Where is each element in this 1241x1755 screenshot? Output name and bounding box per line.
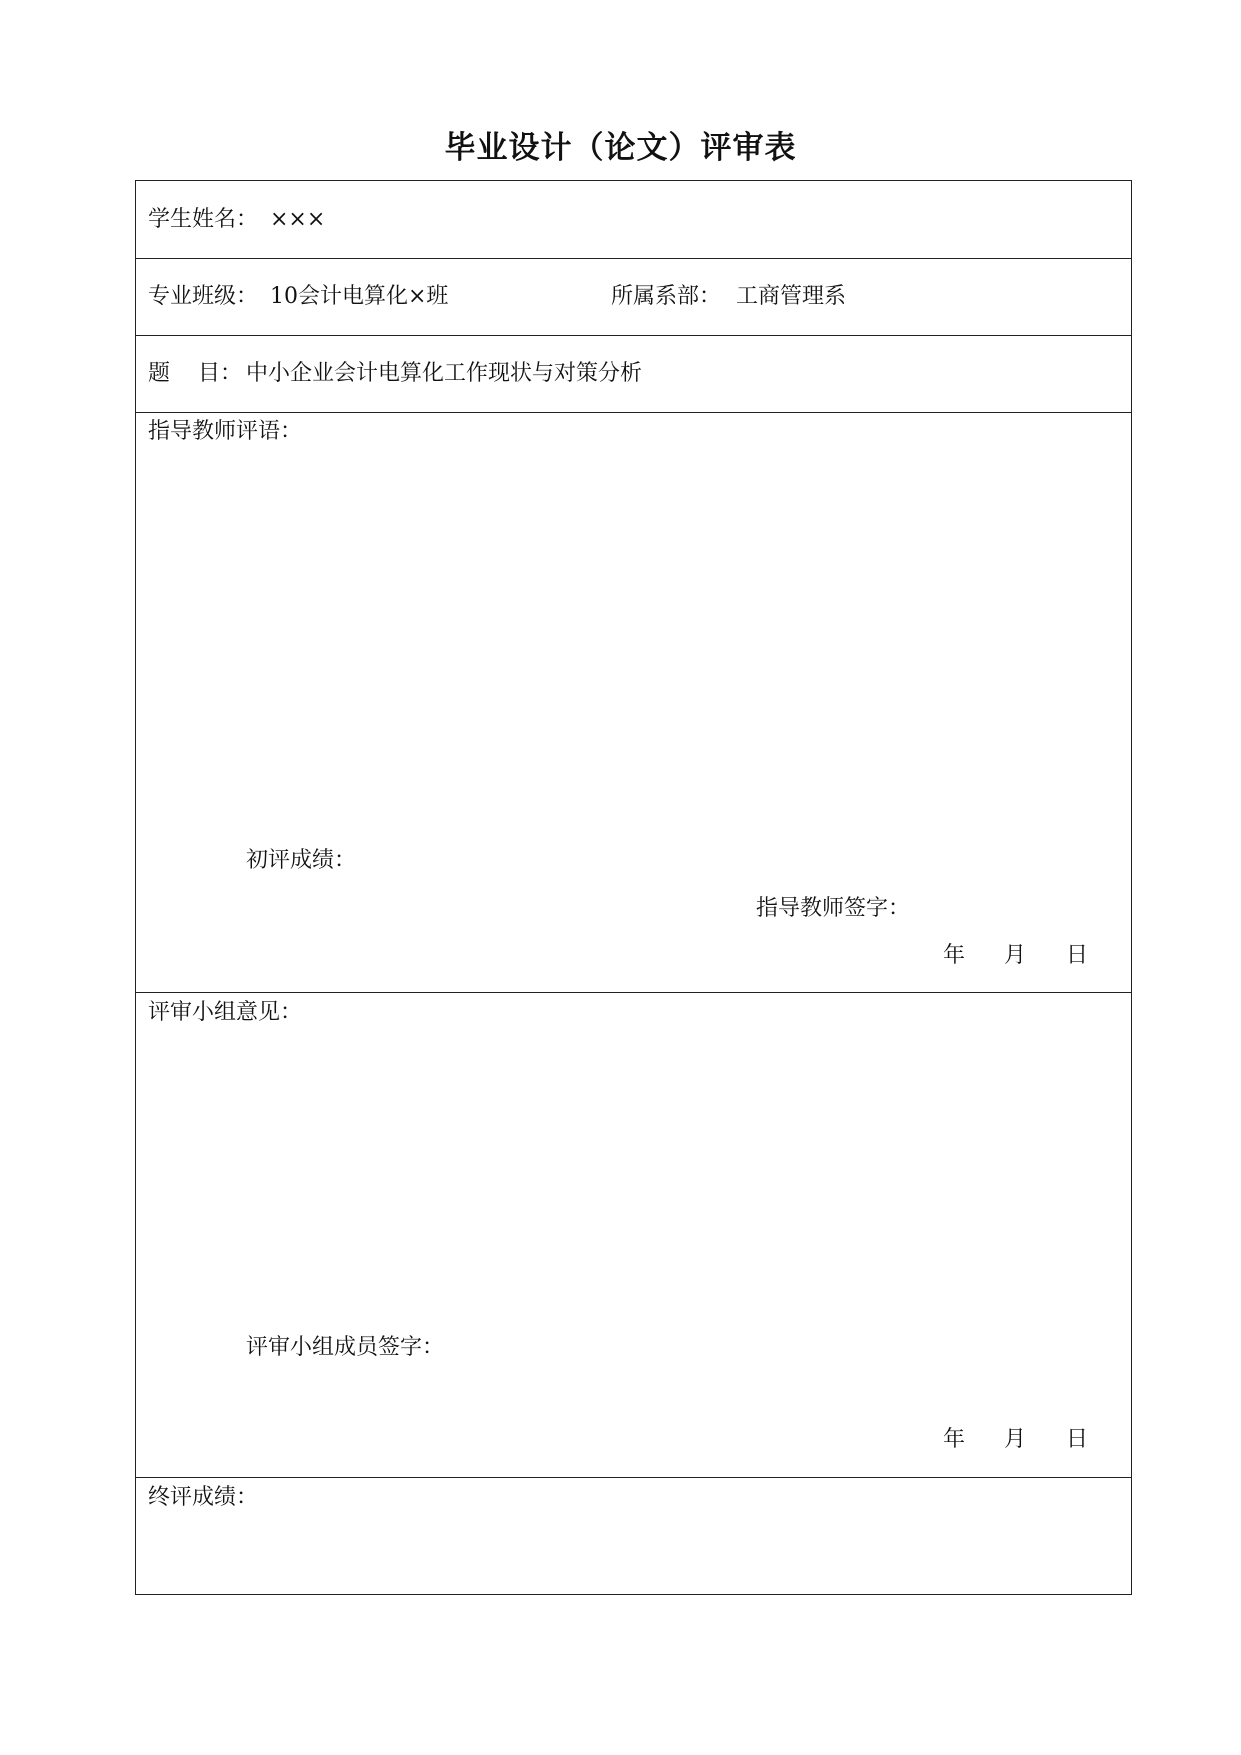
topic-label-char-1: 题 [148, 361, 171, 386]
topic-label [148, 359, 242, 389]
row-advisor-comments [136, 413, 1131, 993]
row-topic [136, 336, 1131, 413]
advisor-date-year: 年 [943, 943, 966, 968]
row-student-name [136, 181, 1131, 259]
department-label: 所属系部： [611, 284, 722, 309]
topic-label-char-2: 目： [198, 361, 243, 386]
student-name-label: 学生姓名： [148, 207, 259, 232]
page-title: 毕业设计（论文）评审表 [444, 130, 797, 166]
row-final-grade [136, 1478, 1131, 1593]
committee-date-month: 月 [1004, 1427, 1027, 1452]
review-form-table [135, 180, 1132, 1595]
row-class-department [136, 259, 1131, 336]
advisor-date-day: 日 [1066, 943, 1089, 968]
class-label: 专业班级： [148, 284, 259, 309]
committee-opinion-label: 评审小组意见： [148, 1000, 303, 1025]
advisor-date-month: 月 [1004, 943, 1027, 968]
committee-date-day: 日 [1066, 1427, 1089, 1452]
initial-grade-label: 初评成绩： [246, 848, 357, 873]
committee-date-year: 年 [943, 1427, 966, 1452]
advisor-comment-label: 指导教师评语： [148, 419, 303, 444]
class-value[interactable]: 10会计电算化×班 [270, 284, 449, 309]
student-name-value[interactable]: ××× [270, 207, 326, 232]
row-committee-opinion [136, 993, 1131, 1478]
final-grade-label: 终评成绩： [148, 1485, 259, 1510]
topic-value[interactable]: 中小企业会计电算化工作现状与对策分析 [246, 361, 643, 386]
advisor-signature-label: 指导教师签字： [756, 896, 911, 921]
committee-signature-label: 评审小组成员签字： [246, 1335, 445, 1360]
department-value[interactable]: 工商管理系 [736, 284, 847, 309]
